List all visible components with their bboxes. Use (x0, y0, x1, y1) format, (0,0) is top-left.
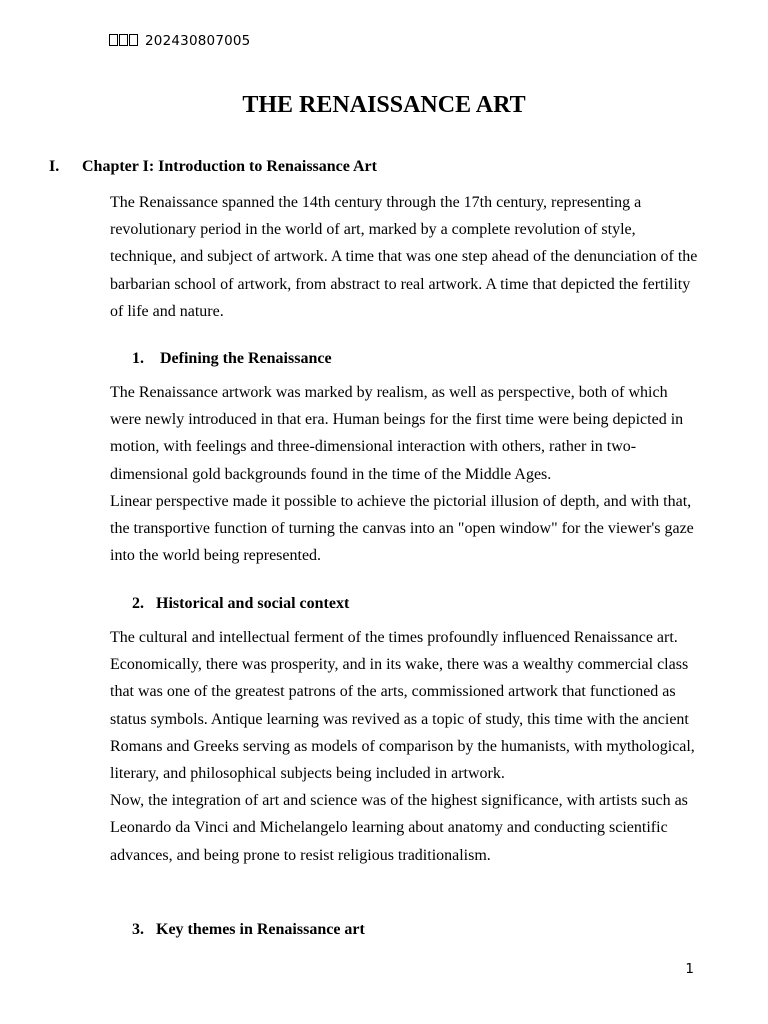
student-id-line (109, 33, 250, 49)
page-number: 1 (685, 961, 694, 977)
paragraph-text: Linear perspective made it possible to achieve the pictorial illusion of depth, and with that, the transportive function of turning the canvas into an "open window" for the viewer's gaze into the world being represented. (110, 492, 694, 565)
section-heading-historical (132, 595, 349, 613)
document-title: THE RENAISSANCE ART (242, 92, 526, 118)
section-heading-key-themes (132, 921, 365, 939)
section-body-historical (110, 624, 700, 869)
chapter-heading (49, 158, 377, 176)
section-title: Defining the Renaissance (160, 350, 332, 367)
chapter-title: Chapter I: Introduction to Renaissance Art (82, 158, 377, 175)
section-title: Key themes in Renaissance art (156, 921, 365, 938)
section-number: 2. (132, 595, 144, 612)
chapter-number: I. (49, 158, 60, 175)
section-number: 1. (132, 350, 144, 367)
intro-paragraph (110, 189, 700, 325)
section-number: 3. (132, 921, 144, 938)
section-body-defining (110, 379, 700, 569)
paragraph-text: The Renaissance spanned the 14th century through the 17th century, representing a revolutionary period in the world of art, marked by a complete revolution of style, technique, and subject of artwork. A time that was one step ahead of the denunciation of the barbarian school of artwork, from abstract to real artwork. A time that depicted the fertility of life and nature. (110, 194, 698, 320)
missing-glyph-label (109, 33, 139, 49)
section-title: Historical and social context (156, 595, 350, 612)
section-heading-defining (132, 350, 332, 368)
paragraph-text: Now, the integration of art and science was of the highest significance, with artists such as Leonardo da Vinci and Michelangelo learning about anatomy and conducting scientific advances, and being prone to resist religious traditionalism. (110, 792, 688, 864)
student-id-number: 202430807005 (145, 33, 251, 49)
paragraph-text: The Renaissance artwork was marked by realism, as well as perspective, both of which were newly introduced in that era. Human beings for the first time were being depicted in motion, with feelings and three-dimensional interaction with others, rather in two-dimensional gold backgrounds found in the time of the Middle Ages. (110, 384, 684, 483)
paragraph-text: The cultural and intellectual ferment of the times profoundly influenced Renaissance art. Economically, there was prosperity, and in its wake, there was a wealthy commercial class that was one of the greatest patrons of the arts, commissioned artwork that functioned as status symbols. Antique learning was revived as a topic of study, this time with the ancient Romans and Greeks serving as models of comparison by the humanists, with mythological, literary, and philosophical subjects being included in artwork. (110, 629, 695, 783)
